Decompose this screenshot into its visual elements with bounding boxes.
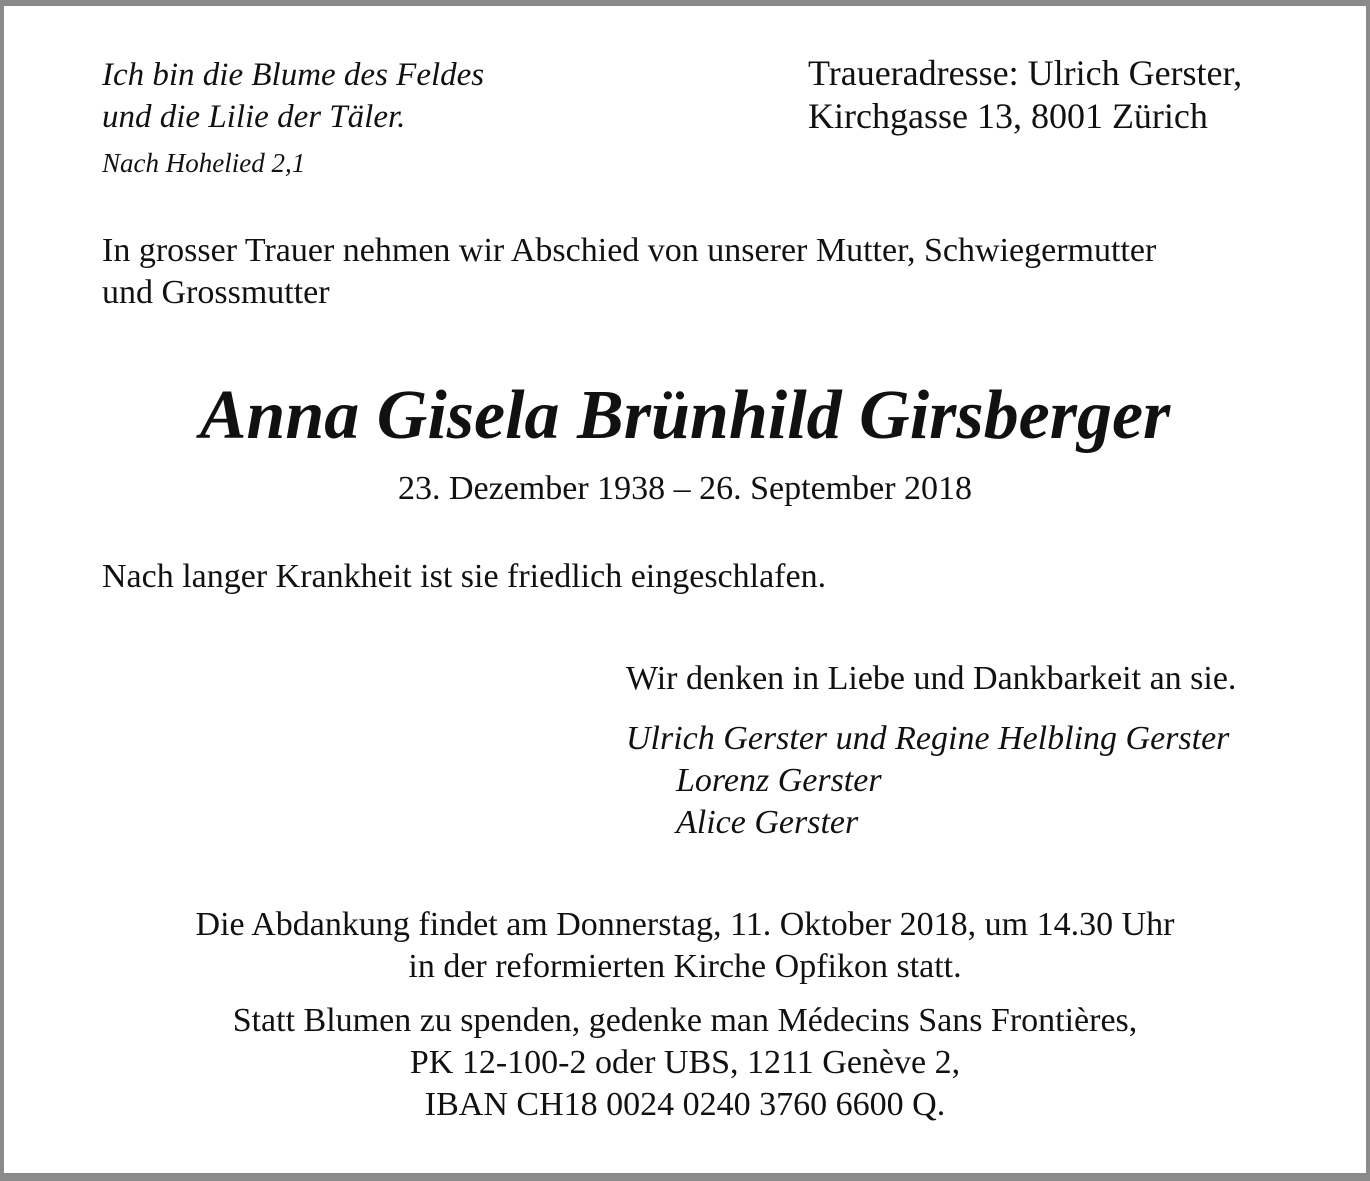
donation-line-1: Statt Blumen zu spenden, gedenke man Médecins Sans Frontières,: [232, 1002, 1138, 1039]
intro-line-2: und Grossmutter: [102, 274, 330, 311]
intro-text: [102, 230, 1156, 314]
donation-line-3: IBAN CH18 0024 0240 3760 6600 Q.: [424, 1086, 946, 1123]
intro-line-1: In grosser Trauer nehmen wir Abschied von unserer Mutter, Schwiegermutter: [102, 232, 1157, 269]
mourner-name: Alice Gerster: [676, 804, 859, 841]
mourner-name: Ulrich Gerster und Regine Helbling Gerster: [626, 720, 1230, 757]
motto-source: Nach Hohelied 2,1: [102, 148, 306, 178]
motto-verse: [102, 54, 484, 138]
passing-statement: Nach langer Krankheit ist sie friedlich eingeschlafen.: [102, 558, 827, 595]
mourning-address: [808, 52, 1242, 138]
address-line-1: Traueradresse: Ulrich Gerster,: [808, 53, 1243, 93]
motto-line-1: Ich bin die Blume des Feldes: [102, 57, 485, 93]
motto-line-2: und die Lilie der Täler.: [102, 99, 406, 135]
deceased-name: Anna Gisela Brünhild Girsberger: [199, 377, 1171, 454]
donation-line-2: PK 12-100-2 oder UBS, 1211 Genève 2,: [409, 1044, 961, 1081]
mourners-list: [626, 718, 1229, 844]
service-line-1: Die Abdankung findet am Donnerstag, 11. Oktober 2018, um 14.30 Uhr: [195, 906, 1175, 943]
address-line-2: Kirchgasse 13, 8001 Zürich: [808, 96, 1208, 136]
donation-info: [0, 1000, 1370, 1126]
service-info: [0, 904, 1370, 988]
life-dates: 23. Dezember 1938 – 26. September 2018: [397, 470, 973, 507]
mourner-name: Lorenz Gerster: [676, 762, 882, 799]
remembrance-line: Wir denken in Liebe und Dankbarkeit an sie.: [626, 660, 1237, 697]
service-line-2: in der reformierten Kirche Opfikon statt.: [408, 948, 962, 985]
